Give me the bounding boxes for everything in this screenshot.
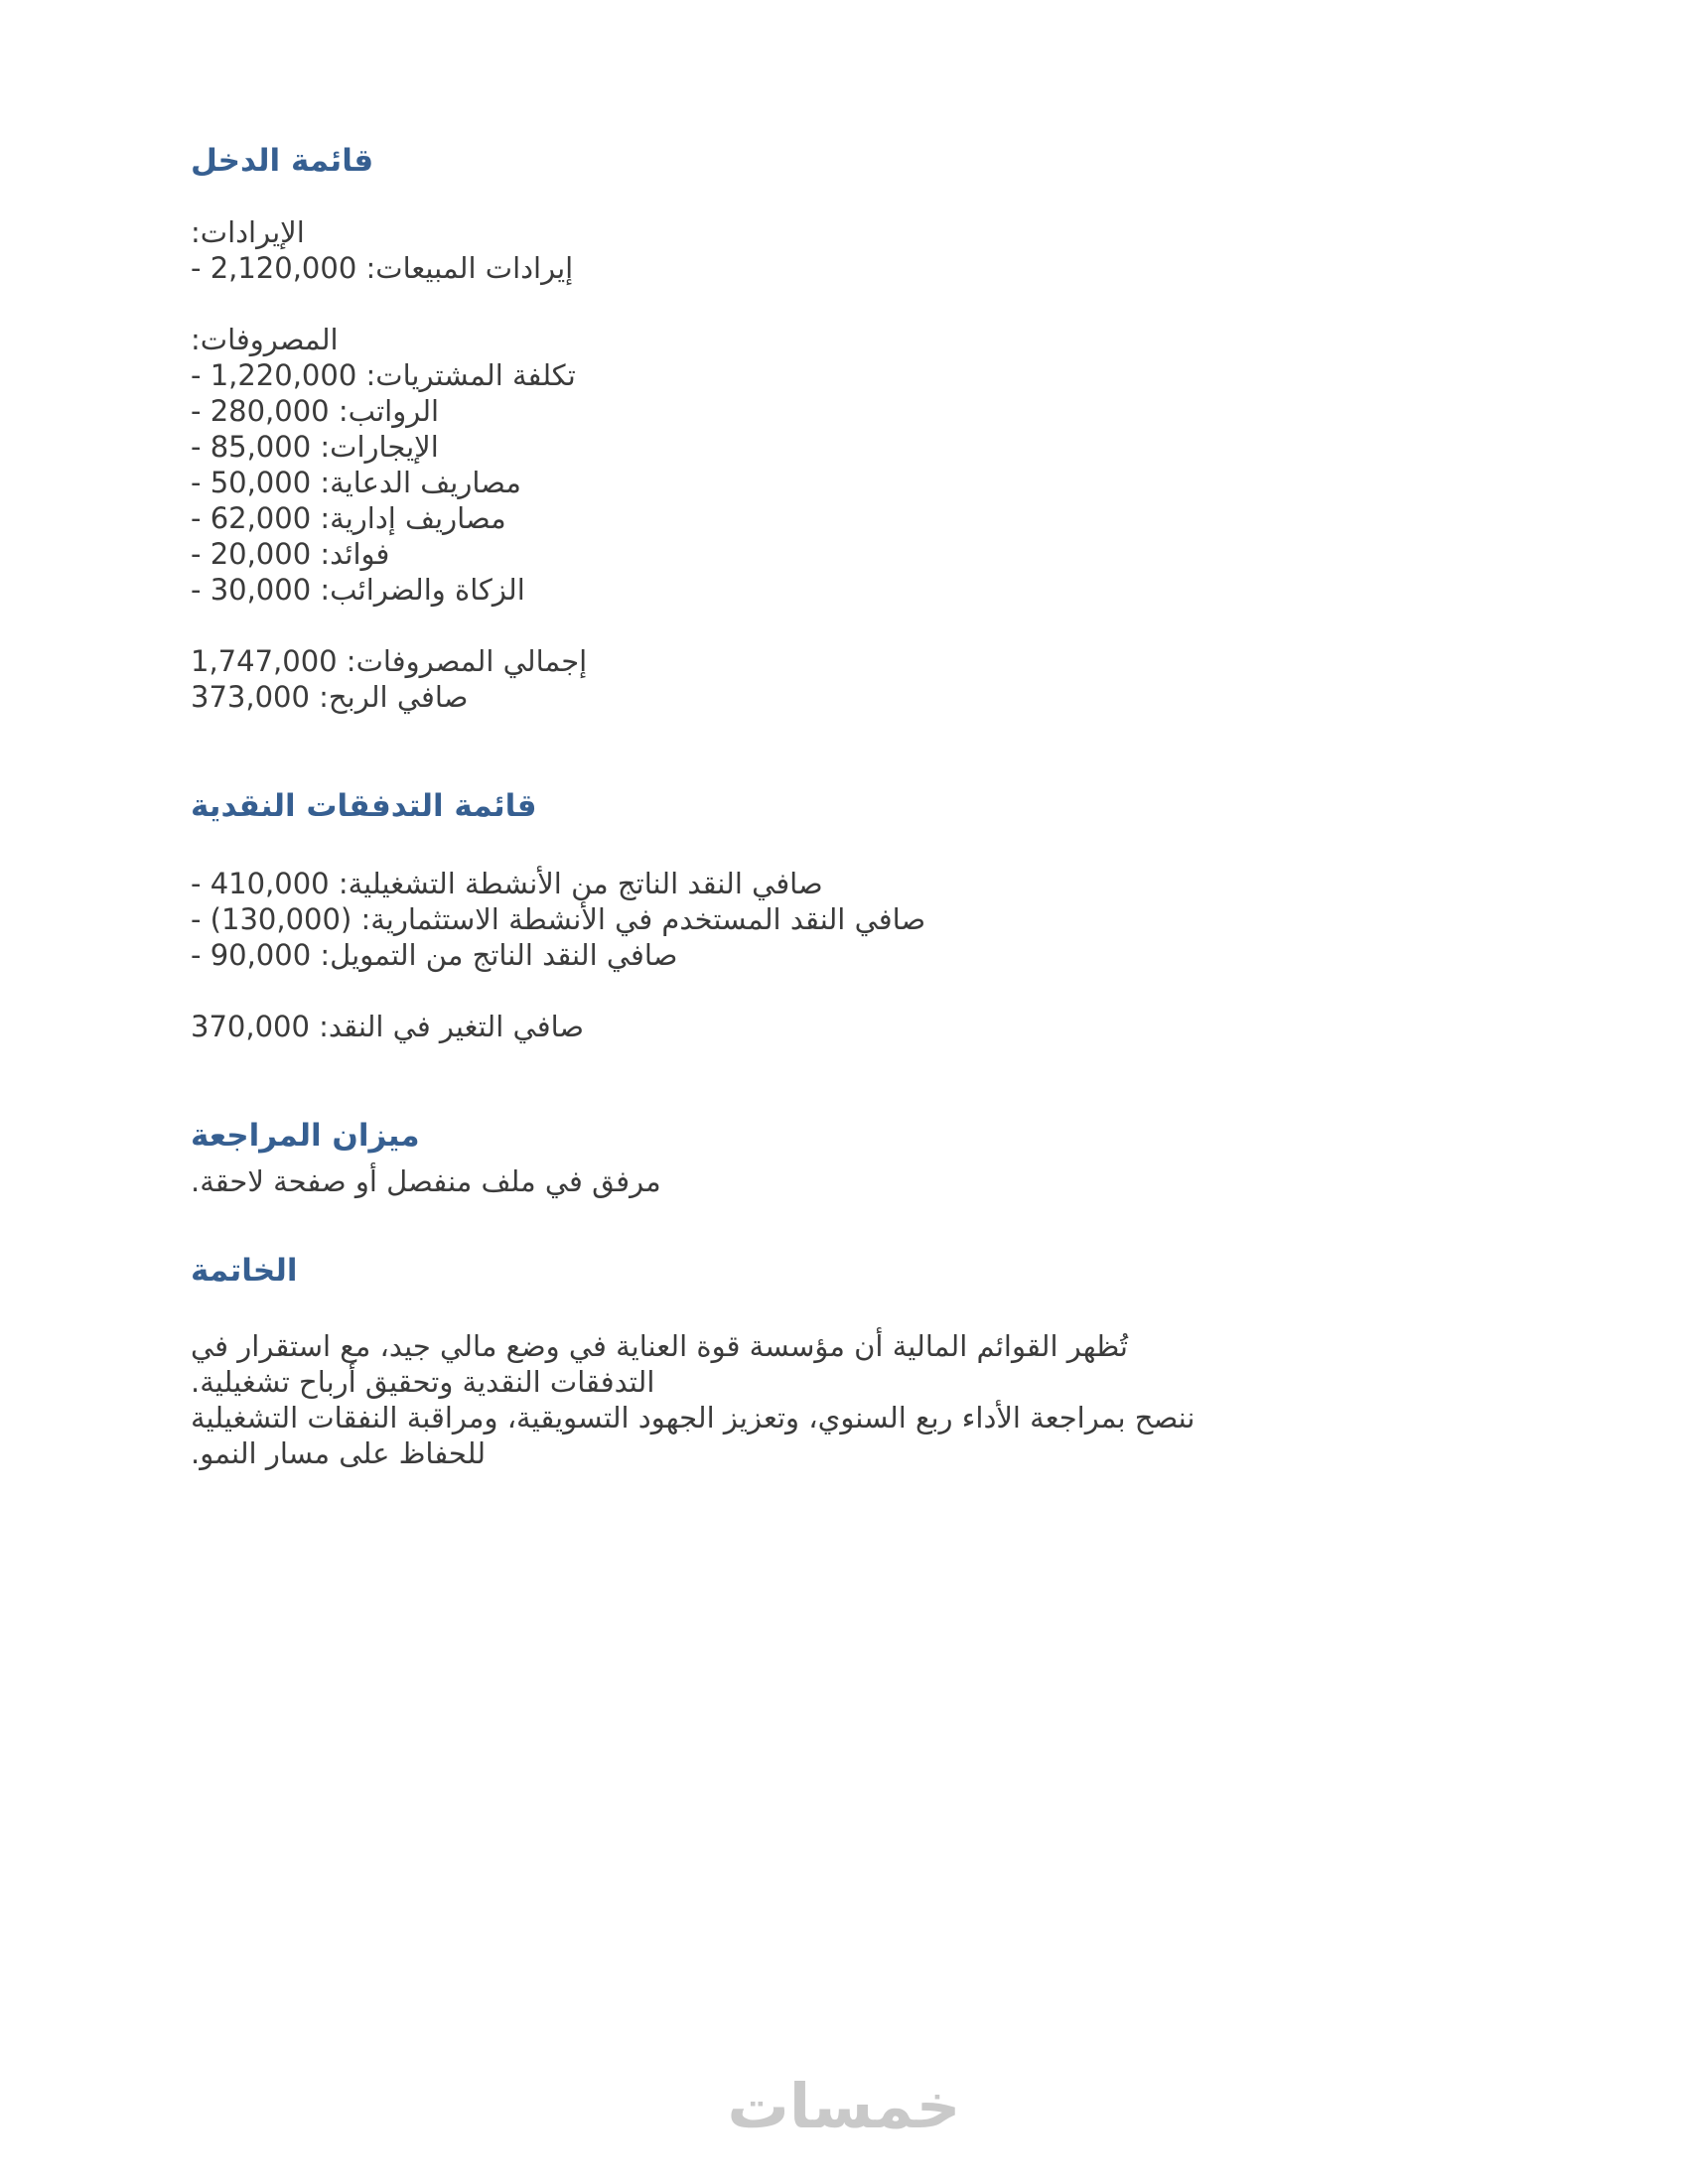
total-expenses-line: إجمالي المصروفات: 1,747,000 <box>191 644 588 678</box>
cash-flow-line-operating: صافي النقد الناتج من الأنشطة التشغيلية: 410,000 - <box>191 867 823 900</box>
expense-line-rents: الإيجارات: 85,000 - <box>191 430 439 464</box>
expenses-label: المصروفات: <box>191 323 339 356</box>
trial-balance-title: ميزان المراجعة <box>191 1118 420 1154</box>
expense-line-purchases: تكلفة المشتريات: 1,220,000 - <box>191 358 576 392</box>
expense-line-administrative: مصاريف إدارية: 62,000 - <box>191 501 506 535</box>
net-profit-line: صافي الربح: 373,000 <box>191 680 469 714</box>
expense-line-advertising: مصاريف الدعاية: 50,000 - <box>191 466 521 499</box>
conclusion-paragraph-2: ننصح بمراجعة الأداء ربع السنوي، وتعزيز الجهود التسويقية، ومراقبة النفقات التشغيلية للحفاظ على مسار النمو. <box>191 1401 1196 1470</box>
revenues-label: الإيرادات: <box>191 215 305 249</box>
expense-line-salaries: الرواتب: 280,000 - <box>191 394 440 428</box>
cash-flow-line-investing: صافي النقد المستخدم في الأنشطة الاستثمارية: (130,000) - <box>191 902 926 936</box>
trial-balance-note: مرفق في ملف منفصل أو صفحة لاحقة. <box>191 1164 661 1198</box>
expense-line-zakat-taxes: الزكاة والضرائب: 30,000 - <box>191 573 525 607</box>
net-cash-change-line: صافي التغير في النقد: 370,000 <box>191 1010 585 1043</box>
expense-line-interest: فوائد: 20,000 - <box>191 537 390 571</box>
khamsat-watermark: خمسات <box>727 2070 961 2142</box>
cash-flow-title: قائمة التدفقات النقدية <box>191 788 537 824</box>
document-body <box>191 141 1229 1471</box>
conclusion-title: الخاتمة <box>191 1253 298 1289</box>
revenue-line-sales: إيرادات المبيعات: 2,120,000 - <box>191 251 574 285</box>
conclusion-paragraph-1: تُظهر القوائم المالية أن مؤسسة قوة العناية في وضع مالي جيد، مع استقرار في التدفقات النقدية وتحقيق أرباح تشغيلية. <box>191 1329 1128 1399</box>
cash-flow-line-financing: صافي النقد الناتج من التمويل: 90,000 - <box>191 938 678 972</box>
income-statement-title: قائمة الدخل <box>191 143 374 179</box>
